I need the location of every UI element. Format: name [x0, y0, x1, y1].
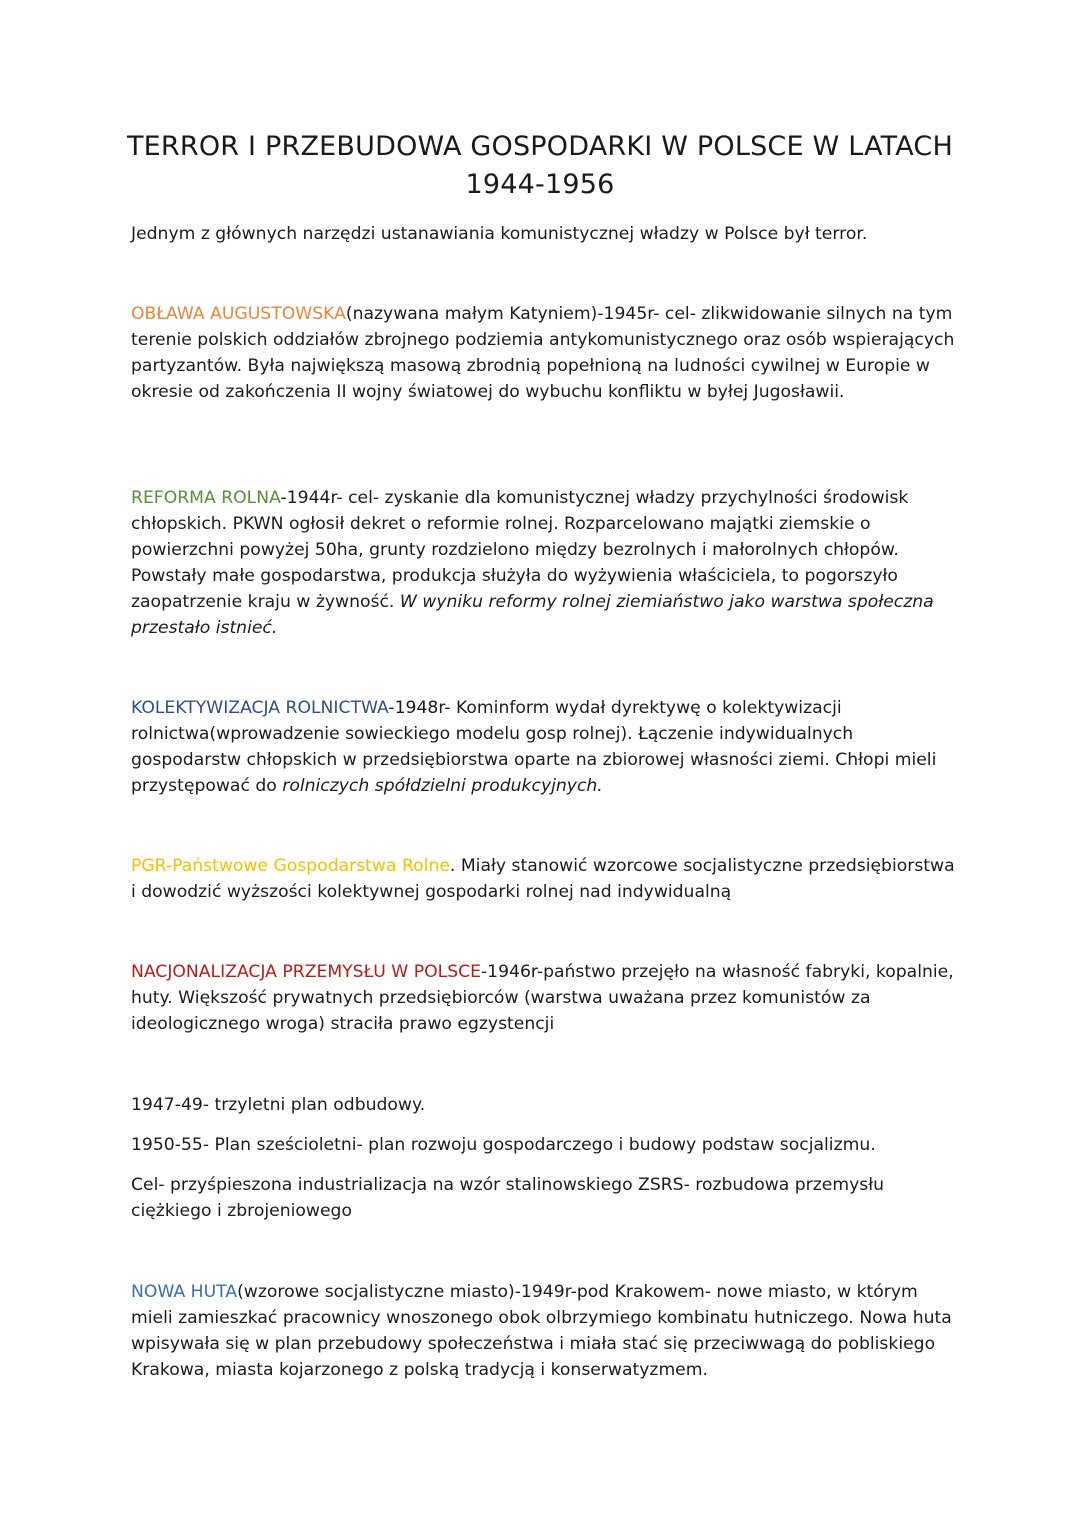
intro-paragraph — [131, 221, 961, 247]
pgr-keyword: PGR-Państwowe Gospodarstwa Rolne — [131, 856, 450, 876]
kolektywizacja-italic: rolniczych spółdzielni produkcyjnych. — [282, 776, 603, 796]
nowahuta-text: (wzorowe socjalistyczne miasto)-1949r-pod Krakowem- nowe miasto, w którym mieli zamieszkać pracownicy wnoszonego obok olbrzymiego kombinatu hutniczego. Nowa huta wpisywała się w plan przebudowy społeczeństwa i miała stać się przeciwwagą do pobliskiego Krakowa, miasta kojarzonego z polską tradycją i konserwatyzmem. — [131, 1282, 952, 1380]
nacjonalizacja-paragraph — [131, 959, 961, 1037]
kolektywizacja-text: -1948r- Kominform wydał dyrektywę o kolektywizacji rolnictwa(wprowadzenie sowieckiego modelu gosp rolnej). Łączenie indywidualnych gospodarstw chłopskich w przedsiębiorstwa oparte na zbiorowej własności ziemi. Chłopi mieli przystępować do — [131, 698, 937, 796]
reforma-italic: W wyniku reformy rolnej ziemiaństwo jako warstwa społeczna przestało istnieć. — [131, 592, 934, 638]
plan-cel-text: Cel- przyśpieszona industrializacja na wzór stalinowskiego ZSRS- rozbudowa przemysłu ciężkiego i zbrojeniowego — [131, 1175, 884, 1221]
reforma-keyword: REFORMA ROLNA — [131, 488, 281, 508]
pgr-text: . Miały stanowić wzorcowe socjalistyczne przedsiębiorstwa i dowodzić wyższości kolektywnej gospodarki rolnej nad indywidualną — [131, 856, 955, 902]
reforma-text: -1944r- cel- zyskanie dla komunistycznej władzy przychylności środowisk chłopskich. PKWN ogłosił dekret o reformie rolnej. Rozparcelowano majątki ziemskie o powierzchni powyżej 50ha, grunty rozdzielono między bezrolnych i małorolnych chłopów. Powstały małe gospodarstwa, produkcja służyła do wyżywienia właściciela, to pogorszyło zaopatrzenie kraju w żywność. — [131, 488, 909, 612]
nacjonalizacja-keyword: NACJONALIZACJA PRZEMYSŁU W POLSCE — [131, 962, 481, 982]
title-line-1: TERROR I PRZEBUDOWA GOSPODARKI W POLSCE W LATACH — [126, 131, 953, 162]
page-title — [100, 128, 980, 204]
plan-cel — [131, 1172, 961, 1224]
pgr-paragraph — [131, 853, 961, 905]
plan-trzyletni-text: 1947-49- trzyletni plan odbudowy. — [131, 1095, 426, 1115]
nowahuta-paragraph — [131, 1279, 961, 1383]
intro-text: Jednym z głównych narzędzi ustanawiania komunistycznej władzy w Polsce był terror. — [131, 224, 868, 244]
nowahuta-keyword: NOWA HUTA — [131, 1282, 238, 1302]
kolektywizacja-keyword: KOLEKTYWIZACJA ROLNICTWA — [131, 698, 389, 718]
title-line-2: 1944-1956 — [465, 169, 615, 200]
nacjonalizacja-text: -1946r-państwo przejęło na własność fabryki, kopalnie, huty. Większość prywatnych przedsiębiorców (warstwa uważana przez komunistów za ideologicznego wroga) straciła prawo egzystencji — [131, 962, 954, 1034]
plan-trzyletni — [131, 1092, 961, 1118]
reforma-paragraph — [131, 485, 961, 641]
plan-szescioletni-text: 1950-55- Plan sześcioletni- plan rozwoju gospodarczego i budowy podstaw socjalizmu. — [131, 1135, 876, 1155]
kolektywizacja-paragraph — [131, 695, 961, 799]
oblawa-paragraph — [131, 301, 961, 405]
plan-szescioletni — [131, 1132, 961, 1158]
oblawa-keyword: OBŁAWA AUGUSTOWSKA — [131, 304, 346, 324]
oblawa-text: (nazywana małym Katyniem)-1945r- cel- zlikwidowanie silnych na tym terenie polskich oddziałów zbrojnego podziemia antykomunistycznego oraz osób wspierających partyzantów. Była największą masową zbrodnią popełnioną na ludności cywilnej w Europie w okresie od zakończenia II wojny światowej do wybuchu konfliktu w byłej Jugosławii. — [131, 304, 955, 402]
